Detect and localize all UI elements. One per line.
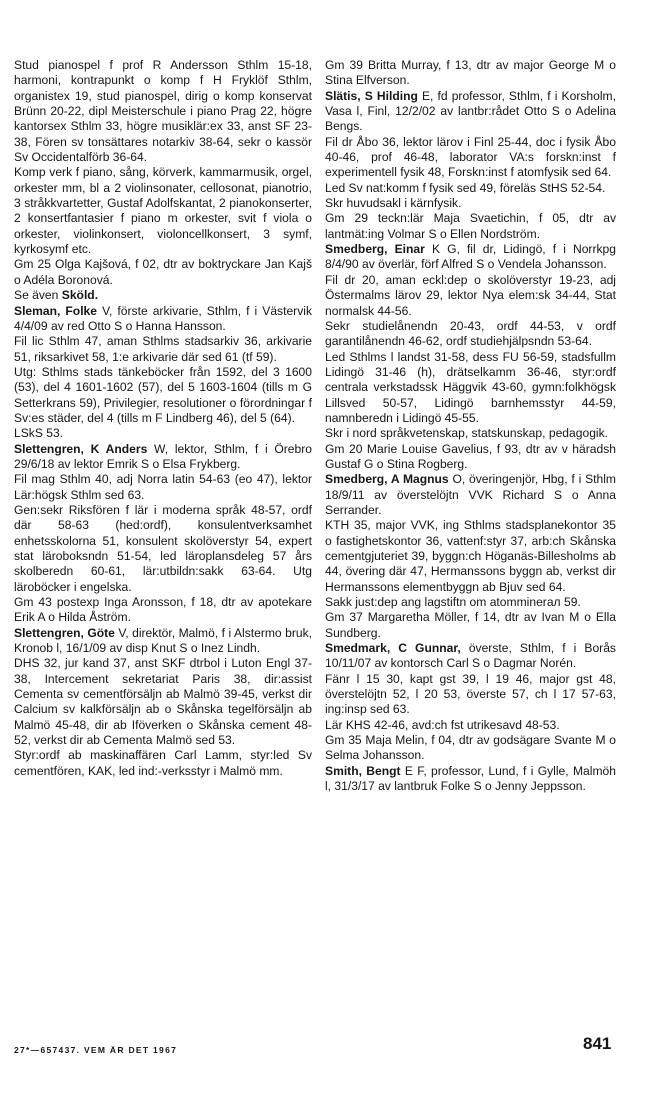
entry-text: Lär KHS 42-46, avd:ch fst utrikesavd 48-53. <box>325 717 560 732</box>
entry-paragraph <box>14 288 312 303</box>
entry-paragraph <box>325 319 616 350</box>
entry-paragraph <box>14 748 312 779</box>
entry-heading-paragraph <box>325 472 616 518</box>
entry-paragraph <box>14 365 312 426</box>
entry-heading-paragraph <box>325 242 616 273</box>
entry-paragraph <box>325 718 616 733</box>
entry-paragraph <box>325 273 616 319</box>
entry-paragraph <box>325 610 616 641</box>
entry-paragraph <box>325 672 616 718</box>
entry-text: K G, fil dr, Lidingö, f i Norrkpg 8/4/90 av överlär, förf Alfred S o Vendela Johansson. <box>325 242 616 272</box>
cross-reference-name: Sköld. <box>61 288 99 303</box>
entry-text: Fil dr Åbo 36, lektor lärov i Finl 25-44, doc i fysik Åbo 40-46, prof 46-48, laborator VA:s forskn:inst f experimentell fysik 48, Forskn:inst f atomfysik sed 64. <box>325 134 616 180</box>
entry-text: Gm 35 Maja Melin, f 04, dtr av godsägare Svante M o Selma Johansson. <box>325 733 616 763</box>
entry-text: Sakk just:dep ang lagstiftn om atomminerал 59. <box>325 595 581 610</box>
entry-heading-paragraph <box>14 626 312 657</box>
person-name: Smedmark, C Gunnar, <box>325 641 461 656</box>
right-column <box>325 58 616 795</box>
entry-heading-paragraph <box>14 442 312 473</box>
entry-text: Utg: Sthlms stads tänkeböcker från 1592, del 3 1600 (53), del 4 1601-1602 (57), del 5 1603-1604 (tills m G Setterkrans 59), Privilegier, resolutioner o förordningar f Sv:es städer, del 4 (tills m F Lindberg 46), del 5 (64). <box>14 364 312 425</box>
entry-heading-paragraph <box>325 764 616 795</box>
entry-text: V, förste arkivarie, Sthlm, f i Västervik 4/4/09 av red Otto S o Hanna Hansson. <box>14 303 312 333</box>
entry-text: Gm 37 Margaretha Möller, f 14, dtr av Ivan M o Ella Sundberg. <box>325 610 616 640</box>
entry-paragraph <box>325 135 616 181</box>
person-name: Sleman, Folke <box>14 303 98 318</box>
person-name: Slettengren, Göte <box>14 625 115 640</box>
person-name: Slätis, S Hilding <box>325 88 418 103</box>
entry-text: Skr huvudsakl i kärnfysik. <box>325 196 462 211</box>
entry-paragraph <box>325 58 616 89</box>
entry-text: E F, professor, Lund, f i Gylle, Malmöh l, 31/3/17 av lantbruk Folke S o Jenny Jeppsson. <box>325 763 616 794</box>
entry-paragraph <box>325 350 616 427</box>
entry-paragraph <box>325 595 616 610</box>
print-code: 27*—657437. VEM ÄR DET 1967 <box>14 1045 178 1055</box>
entry-text: Komp verk f piano, sång, körverk, kammarmusik, orgel, orkester mm, bl a 2 violinsonater, cellosonat, pianotrio, 3 stråkkvartetter, Gustaf Adolfskantat, 2 pianokonserter, 2 konsertfantasier f piano m orkester, svit f viola o orkester, violinkonsert, violoncellkonsert, 3 symf, kyrkosymf etc. <box>14 165 312 257</box>
entry-heading-paragraph <box>325 89 616 135</box>
entry-text: Fil mag Sthlm 40, adj Norra latin 54-63 (eo 47), lektor Lär:högsk Sthlm sed 63. <box>14 472 312 502</box>
entry-paragraph <box>14 595 312 626</box>
page-number: 841 <box>583 1034 612 1053</box>
entry-text: DHS 32, jur kand 37, anst SKF dtrbol i Luton Engl 37-38, Intercement sekretariat Paris 38, dir:assist Cementa sv cementförsäljn ab Malmö 39-45, verkst dir Calcium sv kalkförsäljn ab o Skånska tegelförsäljn ab Malmö 45-48, dir ab Iföverken o Skånska cement 48-52, verkst dir ab Cementa Malmö sed 53. <box>14 656 312 748</box>
entry-paragraph <box>325 442 616 473</box>
entry-text: Gm 20 Marie Louise Gavelius, f 93, dtr av v häradsh Gustaf G o Stina Rogberg. <box>325 441 616 471</box>
entry-text: Led Sv nat:komm f fysik sed 49, föreläs StHS 52-54. <box>325 180 606 195</box>
entry-text: Stud pianospel f prof R Andersson Sthlm 15-18, harmoni, kontrapunkt o komp f H Fryklöf Sthlm, organistex 19, stud pianospel, dirig o komp konservat Brünn 20-22, dipl Meisterschule i piano Prag 22, högre kantorsex Sthlm 33, högre musiklär:ex 33, anst SF 23-38, Fören sv tonsättares notarkiv 38-64, sekr o kassör Sv Occidentalförb 36-64. <box>14 58 312 165</box>
entry-paragraph <box>325 518 616 595</box>
entry-text: Fänr l 15 30, kapt gst 39, l 19 46, major gst 48, överstelöjtn 52, l 20 53, överste 57, ch l 17 57-63, ing:insp sed 63. <box>325 671 616 717</box>
entry-text: Gm 39 Britta Murray, f 13, dtr av major George M o Stina Elfverson. <box>325 58 616 88</box>
entry-paragraph <box>325 181 616 196</box>
person-name: Smedberg, A Magnus <box>325 472 449 487</box>
entry-paragraph <box>14 472 312 503</box>
person-name: Smedberg, Einar <box>325 242 425 257</box>
entry-paragraph <box>325 733 616 764</box>
entry-text: V, direktör, Malmö, f i Alstermo bruk, Kronob l, 16/1/09 av disp Knut S o Inez Lindh. <box>14 625 312 656</box>
entry-text: LSkS 53. <box>14 426 64 441</box>
entry-text: KTH 35, major VVK, ing Sthlms stadsplanekontor 35 o fastighetskontor 36, vattenf:styr 37, arb:ch Skånska cementgjuteriet 39, byggn:ch Höganäs-Billesholms ab 44, övering där 47, Hermanssons byggn ab, verkst dir Hermanssons elementbyggn ab Bjuv sed 64. <box>325 518 616 594</box>
entry-paragraph <box>14 426 312 441</box>
person-name: Slettengren, K Anders <box>14 441 148 456</box>
entry-paragraph <box>325 426 616 441</box>
entry-paragraph <box>325 211 616 242</box>
entry-text: Led Sthlms l landst 31-58, dess FU 56-59, stadsfullm Lidingö 31-46 (h), drätselkamm 36-46, styr:ordf centrala verkstadssk Häggvik 43-60, gymn:folkhögsk Lillsved 50-57, Lidingö barnhemsstyr 44-59, namnberedn i Lidingö 45-55. <box>325 349 616 425</box>
entry-paragraph <box>325 196 616 211</box>
entry-text: W, lektor, Sthlm, f i Örebro 29/6/18 av lektor Emrik S o Elsa Frykberg. <box>14 441 312 471</box>
left-column <box>14 58 312 779</box>
entry-text: Gm 25 Olga Kajšová, f 02, dtr av boktryckare Jan Kajš o Adéla Boronová. <box>14 257 312 287</box>
entry-text: överste, Sthlm, f i Borås 10/11/07 av kontorsch Carl S o Dagmar Norén. <box>325 641 616 671</box>
entry-text: Fil dr 20, aman eckl:dep o skolöverstyr 19-23, adj Östermalms lärov 29, lektor Nya elem:sk 34-44, Stat normalsk 44-56. <box>325 272 616 318</box>
entry-text: Se även <box>14 288 59 303</box>
entry-text: E, fd professor, Sthlm, f i Korsholm, Vasa l, Finl, 12/2/02 av lantbr:rådet Otto S o Adelina Bengs. <box>325 88 616 134</box>
entry-paragraph <box>14 503 312 595</box>
entry-paragraph <box>14 334 312 365</box>
entry-text: Gm 43 postexp Inga Aronsson, f 18, dtr av apotekare Erik A o Hilda Åström. <box>14 595 312 625</box>
entry-text: Sekr studielånendn 20-43, ordf 44-53, v ordf garantilånendn 46-62, ordf studiehjälpsndn 53-64. <box>325 318 616 349</box>
entry-heading-paragraph <box>325 641 616 672</box>
entry-text: Gm 29 teckn:lär Maja Svaetichin, f 05, dtr av lantmät:ing Volmar S o Ellen Nordström. <box>325 211 616 241</box>
entry-text: Fil lic Sthlm 47, aman Sthlms stadsarkiv 36, arkivarie 51, riksarkivet 58, 1:e arkivarie där sed 61 (tf 59). <box>14 334 312 364</box>
person-name: Smith, Bengt <box>325 763 401 778</box>
entry-text: Styr:ordf ab maskinaffären Carl Lamm, styr:led Sv cementfören, KAK, led ind:-verksstyr i Malmö mm. <box>14 748 312 778</box>
entry-paragraph <box>14 58 312 165</box>
entry-text: O, överingenjör, Hbg, f i Sthlm 18/9/11 av överstelöjtn VVK Richard S o Anna Serrander. <box>325 472 616 517</box>
entry-heading-paragraph <box>14 304 312 335</box>
entry-paragraph <box>14 257 312 288</box>
entry-paragraph <box>14 656 312 748</box>
entry-paragraph <box>14 165 312 257</box>
entry-text: Skr i nord språkvetenskap, statskunskap, pedagogik. <box>325 426 609 441</box>
entry-text: Gen:sekr Riksfören f lär i moderna språk 48-57, ordf där 58-63 (hed:ordf), konsulentverksamhet enhetsskolorna 51, konsulent skolöverstyr 54, expert stat läroboksndn 51-54, led läroplansdeleg 57 års skolberedn 60-61, lär:utbildn:sakk 63-64. Utg läroböcker i engelska. <box>14 502 312 594</box>
